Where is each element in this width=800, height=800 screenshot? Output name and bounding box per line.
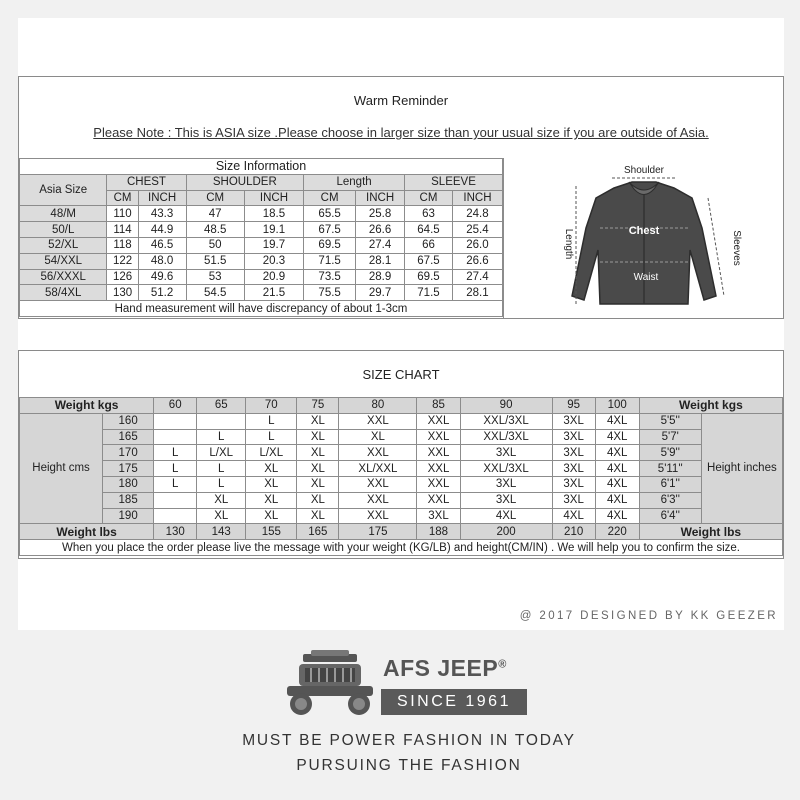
unit-header: INCH	[356, 190, 405, 206]
size-cell: 3XL	[417, 508, 460, 524]
measure-cell: 65.5	[304, 206, 356, 222]
size-cell: L	[197, 476, 246, 492]
size-cell: XXL	[339, 492, 417, 508]
size-cell: XL	[297, 429, 339, 445]
measure-cell: 67.5	[304, 222, 356, 238]
weight-lbs-row	[20, 524, 783, 540]
measure-cell: 114	[107, 222, 138, 238]
measure-cell: 24.8	[452, 206, 502, 222]
height-cm-cell: 165	[103, 429, 154, 445]
measure-cell: 46.5	[138, 237, 186, 253]
measure-cell: 54.5	[186, 285, 244, 301]
unit-header: CM	[304, 190, 356, 206]
size-cell: 4XL	[595, 492, 639, 508]
unit-header: INCH	[138, 190, 186, 206]
group-header: SLEEVE	[405, 174, 503, 190]
brand-name: AFS JEEP®	[383, 655, 507, 681]
weight-lbs-value: 130	[154, 524, 197, 540]
weight-lbs-value: 200	[460, 524, 552, 540]
slogan-line-1: MUST BE POWER FASHION IN TODAY	[242, 732, 576, 749]
size-info-row	[20, 253, 503, 269]
size-cell: 4XL	[595, 413, 639, 429]
size-cell: XXL	[417, 461, 460, 477]
unit-header: CM	[186, 190, 244, 206]
height-inch-cell: 6'4''	[639, 508, 701, 524]
size-cell: L	[197, 429, 246, 445]
measure-cell: 130	[107, 285, 138, 301]
reminder-note: Please Note : This is ASIA size .Please choose in larger size than your usual size if you are outside of Asia.	[93, 125, 709, 140]
size-cell: 3XL	[460, 445, 552, 461]
measure-cell: 21.5	[244, 285, 303, 301]
measure-cell: 48.5	[186, 222, 244, 238]
size-cell	[154, 492, 197, 508]
size-chart-row	[20, 413, 783, 429]
height-cm-cell: 190	[103, 508, 154, 524]
measure-cell: 26.0	[452, 237, 502, 253]
weight-kgs-value: 60	[154, 398, 197, 414]
size-info-rows	[20, 206, 503, 301]
size-cell: XL	[246, 492, 297, 508]
measure-cell: 71.5	[405, 285, 453, 301]
measure-cell: 28.1	[356, 253, 405, 269]
shirt-diagram-svg	[504, 158, 784, 318]
unit-header: INCH	[244, 190, 303, 206]
weight-kgs-value: 100	[595, 398, 639, 414]
size-cell: XXL/3XL	[460, 429, 552, 445]
size-info-row	[20, 222, 503, 238]
slogan-line-2: PURSUING THE FASHION	[296, 757, 522, 774]
size-cell: 4XL	[460, 508, 552, 524]
size-cell: L	[246, 413, 297, 429]
reminder-title: Warm Reminder	[353, 93, 449, 108]
asia-size-header: Asia Size	[20, 174, 107, 206]
size-cell: L	[154, 461, 197, 477]
height-inch-cell: 5'9''	[639, 445, 701, 461]
size-cell: XL	[246, 461, 297, 477]
measure-cell: 51.2	[138, 285, 186, 301]
height-cm-cell: 180	[103, 476, 154, 492]
size-cell: 4XL	[595, 508, 639, 524]
weight-kgs-value: 95	[552, 398, 595, 414]
size-cell: XXL	[339, 508, 417, 524]
measure-cell: 67.5	[405, 253, 453, 269]
size-cell: XXL	[417, 492, 460, 508]
measure-cell: 63	[405, 206, 453, 222]
size-cell: 3XL	[552, 492, 595, 508]
measure-cell: 66	[405, 237, 453, 253]
size-chart-box	[18, 350, 784, 559]
weight-kgs-row	[20, 398, 783, 414]
weight-kgs-label-right: Weight kgs	[639, 398, 782, 414]
size-info-row	[20, 269, 503, 285]
size-cell: XXL	[417, 445, 460, 461]
weight-kgs-value: 75	[297, 398, 339, 414]
size-cell: 3XL	[460, 492, 552, 508]
size-chart-rows	[20, 398, 783, 556]
measure-cell: 44.9	[138, 222, 186, 238]
unit-header: CM	[107, 190, 138, 206]
brand-since: SINCE 1961	[381, 689, 527, 715]
size-cell: XL	[197, 492, 246, 508]
size-info-row	[20, 237, 503, 253]
size-chart-title: SIZE CHART	[362, 367, 440, 382]
weight-lbs-value: 188	[417, 524, 460, 540]
height-inch-cell: 6'1''	[639, 476, 701, 492]
asia-size-cell: 48/M	[20, 206, 107, 222]
measure-cell: 43.3	[138, 206, 186, 222]
size-cell: 4XL	[595, 445, 639, 461]
size-cell: 4XL	[595, 476, 639, 492]
group-header: SHOULDER	[186, 174, 304, 190]
group-header: CHEST	[107, 174, 186, 190]
size-chart-row	[20, 445, 783, 461]
measure-cell: 47	[186, 206, 244, 222]
size-chart-note: When you place the order please live the message with your weight (KG/LB) and height(CM/IN) . We will help you to confirm the size.	[20, 540, 783, 556]
size-cell: 3XL	[552, 461, 595, 477]
measure-cell: 28.1	[452, 285, 502, 301]
size-cell: L	[197, 461, 246, 477]
size-cell: XXL/3XL	[460, 461, 552, 477]
designed-by: @ 2017 DESIGNED BY KK GEEZER	[519, 610, 778, 622]
measure-cell: 50	[186, 237, 244, 253]
weight-lbs-value: 175	[339, 524, 417, 540]
size-chart-table	[19, 397, 783, 556]
height-inch-cell: 6'3''	[639, 492, 701, 508]
size-chart-row	[20, 429, 783, 445]
size-cell: 3XL	[552, 429, 595, 445]
measure-cell: 48.0	[138, 253, 186, 269]
measure-cell: 71.5	[304, 253, 356, 269]
weight-kgs-value: 90	[460, 398, 552, 414]
height-inch-cell: 5'11''	[639, 461, 701, 477]
size-cell	[154, 508, 197, 524]
weight-kgs-value: 65	[197, 398, 246, 414]
size-cell: XXL/3XL	[460, 413, 552, 429]
height-inches-label: Height inches	[701, 413, 782, 524]
measure-cell: 64.5	[405, 222, 453, 238]
measure-cell: 28.9	[356, 269, 405, 285]
measure-cell: 49.6	[138, 269, 186, 285]
measure-cell: 75.5	[304, 285, 356, 301]
asia-size-cell: 50/L	[20, 222, 107, 238]
size-cell: L/XL	[197, 445, 246, 461]
size-cell: XXL	[417, 429, 460, 445]
size-cell: XL	[297, 413, 339, 429]
measure-cell: 25.8	[356, 206, 405, 222]
weight-kgs-label: Weight kgs	[20, 398, 154, 414]
measure-cell: 27.4	[356, 237, 405, 253]
measure-cell: 122	[107, 253, 138, 269]
weight-lbs-value: 155	[246, 524, 297, 540]
weight-lbs-value: 220	[595, 524, 639, 540]
size-cell: 3XL	[552, 445, 595, 461]
size-cell: L	[246, 429, 297, 445]
weight-kgs-value: 80	[339, 398, 417, 414]
measure-cell: 19.7	[244, 237, 303, 253]
unit-header: CM	[405, 190, 453, 206]
measure-cell: 20.9	[244, 269, 303, 285]
size-cell: XXL	[339, 476, 417, 492]
asia-size-cell: 52/XL	[20, 237, 107, 253]
size-cell: 3XL	[552, 413, 595, 429]
size-cell	[154, 413, 197, 429]
weight-lbs-value: 143	[197, 524, 246, 540]
size-info-table	[19, 158, 503, 317]
size-cell: XL	[297, 476, 339, 492]
size-chart-row	[20, 461, 783, 477]
size-cell: XL	[339, 429, 417, 445]
height-inch-cell: 5'7'	[639, 429, 701, 445]
size-cell: XL	[197, 508, 246, 524]
group-header: Length	[304, 174, 405, 190]
measure-cell: 126	[107, 269, 138, 285]
waist-label: Waist	[633, 272, 659, 283]
weight-kgs-value: 70	[246, 398, 297, 414]
size-chart-row	[20, 492, 783, 508]
size-cell: XL	[246, 476, 297, 492]
measure-cell: 110	[107, 206, 138, 222]
asia-size-cell: 58/4XL	[20, 285, 107, 301]
height-cm-cell: 170	[103, 445, 154, 461]
weight-lbs-label: Weight lbs	[20, 524, 154, 540]
size-cell: XL	[297, 445, 339, 461]
size-cell: XL	[297, 461, 339, 477]
measure-cell: 27.4	[452, 269, 502, 285]
size-info-note: Hand measurement will have discrepancy of about 1-3cm	[20, 301, 503, 317]
size-card	[18, 18, 784, 630]
size-cell: L/XL	[246, 445, 297, 461]
sleeves-label: Sleeves	[731, 230, 742, 266]
size-cell: L	[154, 476, 197, 492]
measure-cell: 53	[186, 269, 244, 285]
weight-lbs-value: 210	[552, 524, 595, 540]
chest-label: Chest	[628, 225, 660, 237]
size-cell: XL	[246, 508, 297, 524]
weight-lbs-value: 165	[297, 524, 339, 540]
height-cm-cell: 160	[103, 413, 154, 429]
size-cell: XXL	[417, 476, 460, 492]
measure-cell: 51.5	[186, 253, 244, 269]
reminder-box	[18, 76, 784, 319]
unit-header: INCH	[452, 190, 502, 206]
measure-cell: 18.5	[244, 206, 303, 222]
size-chart-row	[20, 476, 783, 492]
height-cm-cell: 175	[103, 461, 154, 477]
measure-cell: 20.3	[244, 253, 303, 269]
size-info-title: Size Information	[20, 159, 503, 175]
size-cell: 3XL	[460, 476, 552, 492]
measure-cell: 69.5	[304, 237, 356, 253]
size-info-row	[20, 285, 503, 301]
size-info-row	[20, 206, 503, 222]
jeep-logo	[285, 648, 375, 716]
weight-lbs-label-right: Weight lbs	[639, 524, 782, 540]
measure-cell: 118	[107, 237, 138, 253]
measure-cell: 73.5	[304, 269, 356, 285]
size-cell: L	[154, 445, 197, 461]
size-cell: 4XL	[595, 429, 639, 445]
measure-cell: 29.7	[356, 285, 405, 301]
shoulder-label: Shoulder	[623, 165, 665, 176]
size-chart-row	[20, 508, 783, 524]
size-cell: XXL	[339, 413, 417, 429]
size-cell: XXL	[339, 445, 417, 461]
asia-size-cell: 54/XXL	[20, 253, 107, 269]
size-cell	[154, 429, 197, 445]
measure-cell: 26.6	[452, 253, 502, 269]
height-cms-label: Height cms	[20, 413, 103, 524]
weight-kgs-value: 85	[417, 398, 460, 414]
height-inch-cell: 5'5''	[639, 413, 701, 429]
measure-cell: 26.6	[356, 222, 405, 238]
asia-size-cell: 56/XXXL	[20, 269, 107, 285]
height-cm-cell: 185	[103, 492, 154, 508]
measure-cell: 19.1	[244, 222, 303, 238]
size-cell	[197, 413, 246, 429]
measure-cell: 69.5	[405, 269, 453, 285]
length-label: Length	[563, 228, 574, 260]
shirt-diagram	[503, 158, 784, 318]
size-cell: 4XL	[595, 461, 639, 477]
size-cell: XL/XXL	[339, 461, 417, 477]
measure-cell: 25.4	[452, 222, 502, 238]
size-cell: XL	[297, 508, 339, 524]
brand-footer	[0, 640, 800, 800]
size-cell: 3XL	[552, 476, 595, 492]
size-cell: XXL	[417, 413, 460, 429]
size-cell: XL	[297, 492, 339, 508]
size-chart-note-row	[20, 540, 783, 556]
size-cell: 4XL	[552, 508, 595, 524]
